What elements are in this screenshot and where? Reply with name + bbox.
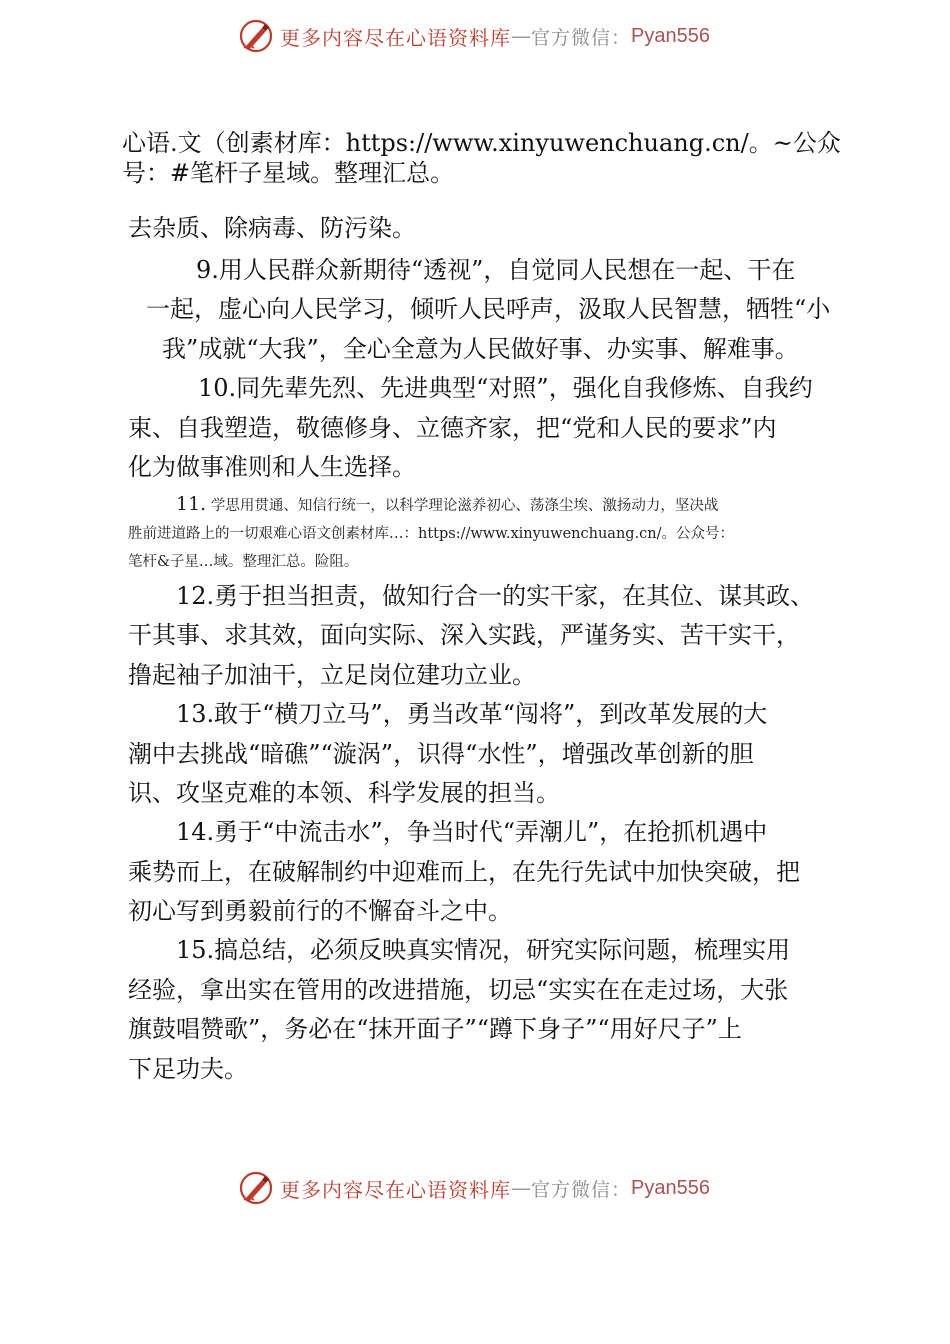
paragraph-9-line: 9.用人民群众新期待“透视”，自觉同人民想在一起、干在	[196, 256, 796, 284]
banner-dash: —	[511, 1176, 531, 1200]
paragraph-11-number: 11.	[176, 493, 207, 515]
wechat-id: Pyan556	[631, 24, 710, 47]
pen-logo-icon	[238, 18, 274, 54]
paragraph-10-line: 化为做事准则和人生选择。	[128, 453, 416, 481]
paragraph-13-line: 识、攻坚克难的本领、科学发展的担当。	[128, 779, 560, 807]
text-line: 号：#笔杆子星域。整理汇总。	[122, 159, 455, 187]
paragraph-12-line: 12.勇于担当担责，做知行合一的实干家，在其位、谋其政、	[176, 582, 815, 610]
wechat-id: Pyan556	[631, 1176, 710, 1199]
header-banner	[238, 16, 710, 56]
paragraph-10-line: 束、自我塑造，敬德修身、立德齐家，把“党和人民的要求”内	[128, 414, 777, 442]
paragraph-11-line: 笔杆&子星…域。整理汇总。险阻。	[128, 554, 359, 570]
text-line: 去杂质、除病毒、防污染。	[128, 214, 416, 242]
paragraph-11-text: 学思用贯通、知信行统一，以科学理论滋养初心、荡涤尘埃、激扬动力，坚决战	[206, 498, 719, 514]
pen-logo-icon	[238, 1170, 274, 1206]
paragraph-13-line: 13.敢于“横刀立马”，勇当改革“闯将”，到改革发展的大	[176, 700, 768, 728]
paragraph-9-line: 一起，虚心向人民学习，倾听人民呼声，汲取人民智慧，牺牲“小	[146, 295, 831, 323]
paragraph-14-line: 14.勇于“中流击水”，争当时代“弄潮儿”，在抢抓机遇中	[176, 818, 768, 846]
paragraph-15-line: 经验，拿出实在管用的改进措施，切忌“实实在在走过场，大张	[128, 976, 789, 1004]
paragraph-13-line: 潮中去挑战“暗礁”“漩涡”，识得“水性”，增强改革创新的胆	[128, 740, 754, 768]
paragraph-12-line: 撸起袖子加油干，立足岗位建功立业。	[128, 661, 536, 689]
paragraph-11-line	[176, 494, 718, 516]
paragraph-10-line: 10.同先辈先烈、先进典型“对照”，强化自我修炼、自我约	[198, 374, 813, 402]
paragraph-12-line: 干其事、求其效，面向实际、深入实践，严谨务实、苦干实干，	[128, 621, 800, 649]
paragraph-14-line: 初心写到勇毅前行的不懈奋斗之中。	[128, 897, 512, 925]
paragraph-15-line: 下足功夫。	[128, 1055, 248, 1083]
banner-dash: —	[511, 24, 531, 48]
brand-text: 更多内容尽在心语资料库	[280, 25, 511, 50]
paragraph-15-line: 15.搞总结，必须反映真实情况，研究实际问题，梳理实用	[176, 936, 791, 964]
paragraph-14-line: 乘势而上，在破解制约中迎难而上，在先行先试中加快突破，把	[128, 858, 800, 886]
paragraph-15-line: 旗鼓唱赞歌”，务必在“抹开面子”“蹲下身子”“用好尺子”上	[128, 1015, 742, 1043]
paragraph-11-line: 胜前进道路上的一切艰难心语文创素材库…：https://www.xinyuwenchuang.cn/。公众号：	[128, 526, 735, 542]
wechat-label: 官方微信：	[531, 1178, 632, 1201]
paragraph-9-line: 我”成就“大我”，全心全意为人民做好事、办实事、解难事。	[162, 335, 799, 363]
text-line: 心语.文（创素材库：https://www.xinyuwenchuang.cn/。~公众	[122, 129, 841, 157]
footer-banner	[238, 1168, 710, 1208]
brand-text: 更多内容尽在心语资料库	[280, 1177, 511, 1202]
wechat-label: 官方微信：	[531, 26, 632, 49]
